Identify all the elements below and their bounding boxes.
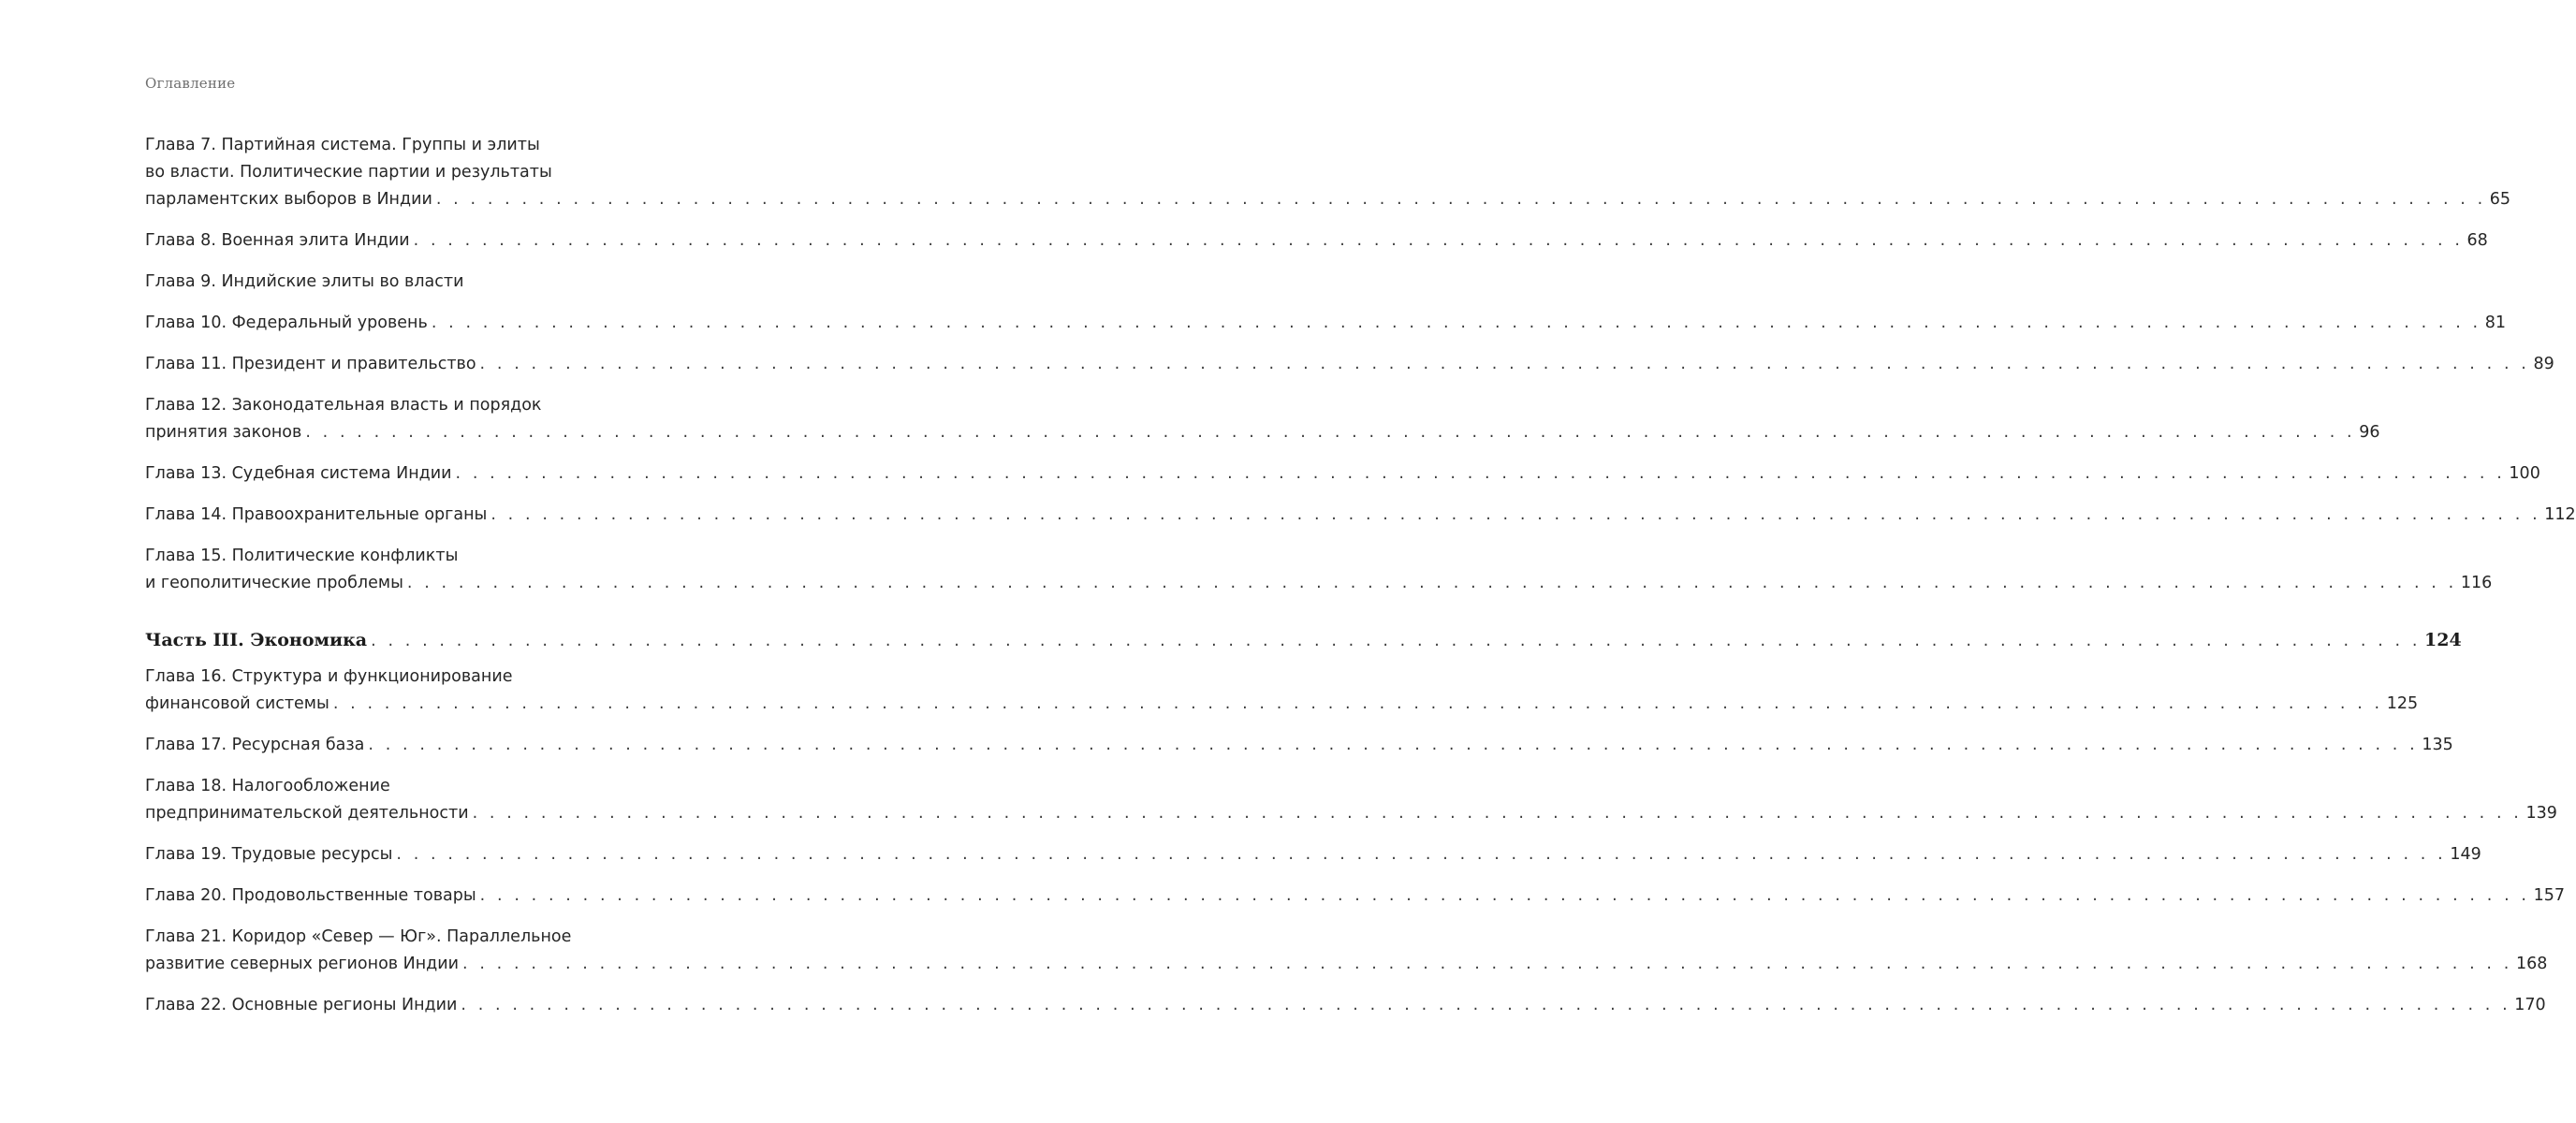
toc-entry-last-line (145, 841, 2481, 868)
dot-leader: . . . . . . . . . . . . . . . . . . . . . . . . . . . . . . . . . . . . . . . . . . . . . . . . . . . . . . . . . . . . . . . . . . . . . . . . . . . . . . . . . . . . . . . . . . . . . . . . . . . . . . . . . . . . . . . . . . . . . . . . (406, 574, 2457, 592)
toc-entry (145, 269, 689, 296)
toc-entry-title: Глава 17. Ресурсная база (145, 736, 365, 754)
toc-entry-title: Глава 19. Трудовые ресурсы (145, 845, 393, 864)
toc-entry-title: Глава 11. Президент и правительство (145, 355, 476, 373)
toc-entry (145, 924, 2548, 978)
toc-page-number: 124 (2424, 630, 2462, 650)
toc-entry-title-line: Глава 7. Партийная система. Группы и элиты (145, 136, 540, 154)
toc-page-number: 65 (2489, 190, 2511, 209)
toc-entry-title-line: Глава 21. Коридор «Север — Юг». Параллельное (145, 927, 572, 946)
running-head: Оглавление (145, 75, 236, 92)
toc-page-number: 112 (2544, 505, 2576, 524)
toc-entry-last-line (145, 351, 2554, 378)
toc-page-number: 135 (2422, 736, 2453, 754)
toc-entry (145, 227, 2488, 255)
toc-entry-title: предпринимательской деятельности (145, 804, 469, 823)
toc-entry (145, 992, 2546, 1019)
dot-leader: . . . . . . . . . . . . . . . . . . . . . . . . . . . . . . . . . . . . . . . . . . . . . . . . . . . . . . . . . . . . . . . . . . . . . . . . . . . . . . . . . . . . . . . . . . . . . . . . . . . . . . . . . . . . . . . . . . . . . . . . (435, 190, 2486, 209)
toc-entry-last-line (145, 186, 2511, 213)
toc-entry (145, 310, 2506, 337)
toc-entry-last-line (145, 227, 2488, 255)
dot-leader: . . . . . . . . . . . . . . . . . . . . . . . . . . . . . . . . . . . . . . . . . . . . . . . . . . . . . . . . . . . . . . . . . . . . . . . . . . . . . . . . . . . . . . . . . . . . . . . . . . . . . . . . . . . . . . . . . . . . . . . . (479, 886, 2530, 905)
toc-entry-title: Глава 10. Федеральный уровень (145, 314, 428, 332)
toc-page-number: 81 (2484, 314, 2506, 332)
toc-page-number: 89 (2533, 355, 2554, 373)
toc-entry (145, 882, 2565, 910)
toc-entry-last-line (145, 570, 2493, 597)
toc-entry-last-line (145, 269, 689, 296)
table-of-contents (145, 132, 2576, 1033)
toc-entry-last-line (145, 627, 2462, 655)
toc-entry-last-line (145, 951, 2548, 978)
dot-leader: . . . . . . . . . . . . . . . . . . . . . . . . . . . . . . . . . . . . . . . . . . . . . . . . . . . . . . . . . . . . . . . . . . . . . . . . . . . . . . . . . . . . . . . . . . . . . . . . . . . . . . . . . . . . . . . . . . . . . . . . (305, 423, 2356, 442)
toc-entry-title: Часть III. Экономика (145, 630, 368, 650)
toc-entry-title: финансовой системы (145, 694, 329, 713)
toc-entry (145, 664, 2419, 718)
toc-entry-last-line (145, 419, 2380, 446)
toc-entry (145, 841, 2481, 868)
toc-entry-title: парламентских выборов в Индии (145, 190, 432, 209)
toc-page-number: 116 (2460, 574, 2493, 592)
toc-page-number: 68 (2466, 231, 2488, 250)
toc-page-number: 168 (2515, 955, 2548, 973)
toc-page-number: 157 (2533, 886, 2565, 905)
toc-entry-last-line (145, 502, 2576, 529)
toc-page-number: 96 (2359, 423, 2380, 442)
toc-entry (145, 132, 2511, 213)
toc-entry-title-line: во власти. Политические партии и результаты (145, 163, 552, 182)
toc-entry (145, 732, 2453, 759)
toc-page-number: 139 (2525, 804, 2557, 823)
toc-entry-last-line (145, 992, 2546, 1019)
dot-leader: . . . . . . . . . . . . . . . . . . . . . . . . . . . . . . . . . . . . . . . . . . . . . . . . . . . . . . . . . . . . . . . . . . . . . . . . . . . . . . . . . . . . . . . . . . . . . . . . . . . . . . . . . . . . . . . . . . . . . . . . (490, 505, 2541, 524)
toc-page-number: 125 (2386, 694, 2419, 713)
toc-entry-title-line: Глава 12. Законодательная власть и порядок (145, 396, 542, 415)
toc-entry-title: принятия законов (145, 423, 302, 442)
dot-leader: . . . . . . . . . . . . . . . . . . . . . . . . . . . . . . . . . . . . . . . . . . . . . . . . . . . . . . . . . . . . . . . . . . . . . . . . . . . . . . . . . . . . . . . . . . . . . . . . . . . . . . . . . . . . . . . . . . . . . . . . (455, 464, 2506, 483)
toc-entry (145, 351, 2554, 378)
toc-entry-last-line (145, 691, 2419, 718)
toc-entry (145, 502, 2576, 529)
toc-page-number: 100 (2509, 464, 2540, 483)
dot-leader: . . . . . . . . . . . . . . . . . . . . . . . . . . . . . . . . . . . . . . . . . . . . . . . . . . . . . . . . . . . . . . . . . . . . . . . . . . . . . . . . . . . . . . . . . . . . . . . . . . . . . . . . . . . . . . . . . . . . . . . . (371, 632, 2422, 650)
toc-entry (145, 773, 2557, 827)
toc-entry-title: Глава 20. Продовольственные товары (145, 886, 476, 905)
dot-leader: . . . . . . . . . . . . . . . . . . . . . . . . . . . . . . . . . . . . . . . . . . . . . . . . . . . . . . . . . . . . . . . . . . . . . . . . . . . . . . . . . . . . . . . . . . . . . . . . . . . . . . . . . . . . . . . . . . . . . . . . (413, 231, 2464, 250)
toc-entry-last-line (145, 882, 2565, 910)
dot-leader: . . . . . . . . . . . . . . . . . . . . . . . . . . . . . . . . . . . . . . . . . . . . . . . . . . . . . . . . . . . . . . . . . . . . . . . . . . . . . . . . . . . . . . . . . . . . . . . . . . . . . . . . . . . . . . . . . . . . . . . . (396, 845, 2447, 864)
dot-leader: . . . . . . . . . . . . . . . . . . . . . . . . . . . . . . . . . . . . . . . . . . . . . . . . . . . . . . . . . . . . . . . . . . . . . . . . . . . . . . . . . . . . . . . . . . . . . . . . . . . . . . . . . . . . . . . . . . . . . . . . (461, 996, 2511, 1014)
toc-page-number: 149 (2450, 845, 2481, 864)
dot-leader: . . . . . . . . . . . . . . . . . . . . . . . . . . . . . . . . . . . . . . . . . . . . . . . . . . . . . . . . . . . . . . . . . . . . . . . . . . . . . . . . . . . . . . . . . . . . . . . . . . . . . . . . . . . . . . . . . . . . . . . . (472, 804, 2523, 823)
toc-entry-title-line: Глава 18. Налогообложение (145, 777, 390, 795)
dot-leader: . . . . . . . . . . . . . . . . . . . . . . . . . . . . . . . . . . . . . . . . . . . . . . . . . . . . . . . . . . . . . . . . . . . . . . . . . . . . . . . . . . . . . . . . . . . . . . . . . . . . . . . . . . . . . . . . . . . . . . . . (332, 694, 2383, 713)
toc-entry-last-line (145, 460, 2540, 488)
dot-leader: . . . . . . . . . . . . . . . . . . . . . . . . . . . . . . . . . . . . . . . . . . . . . . . . . . . . . . . . . . . . . . . . . . . . . . . . . . . . . . . . . . . . . . . . . . . . . . . . . . . . . . . . . . . . . . . . . . . . . . . . (368, 736, 2419, 754)
toc-entry-last-line (145, 310, 2506, 337)
toc-entry-title-line: Глава 15. Политические конфликты (145, 547, 459, 565)
dot-leader: . . . . . . . . . . . . . . . . . . . . . . . . . . . . . . . . . . . . . . . . . . . . . . . . . . . . . . . . . . . . . . . . . . . . . . . . . . . . . . . . . . . . . . . . . . . . . . . . . . . . . . . . . . . . . . . . . . . . . . . . (462, 955, 2512, 973)
toc-entry-title: Глава 8. Военная элита Индии (145, 231, 410, 250)
toc-entry-title: Глава 9. Индийские элиты во власти (145, 272, 464, 291)
toc-entry (145, 543, 2493, 597)
toc-entry-title: развитие северных регионов Индии (145, 955, 460, 973)
dot-leader: . . . . . . . . . . . . . . . . . . . . . . . . . . . . . . . . . . . . . . . . . . . . . . . . . . . . . . . . . . . . . . . . . . . . . . . . . . . . . . . . . . . . . . . . . . . . . . . . . . . . . . . . . . . . . . . . . . . . . . . . (431, 314, 2481, 332)
toc-entry-title: Глава 13. Судебная система Индии (145, 464, 452, 483)
dot-leader: . . . . . . . . . . . . . . . . . . . . . . . . . . . . . . . . . . . . . . . . . . . . . . . . . . . . . . . . . . . . . . . . . . . . . . . . . . . . . . . . . . . . . . . . . . . . . . . . . . . . . . . . . . . . . . . . . . . . . . . . (479, 355, 2530, 373)
toc-entry (145, 392, 2380, 446)
toc-page-number: 170 (2514, 996, 2546, 1014)
toc-entry-last-line (145, 732, 2453, 759)
toc-entry-title: Глава 22. Основные регионы Индии (145, 996, 458, 1014)
toc-entry-title-line: Глава 16. Структура и функционирование (145, 667, 513, 686)
toc-part-entry (145, 627, 2462, 655)
toc-entry-title: и геополитические проблемы (145, 574, 403, 592)
toc-entry-title: Глава 14. Правоохранительные органы (145, 505, 488, 524)
toc-entry (145, 460, 2540, 488)
toc-entry-last-line (145, 800, 2557, 827)
